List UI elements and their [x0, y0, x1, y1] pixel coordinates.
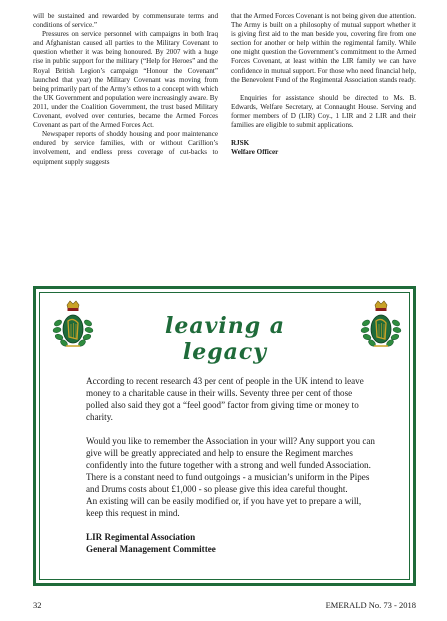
legacy-title: leaving a legacy [164, 313, 286, 365]
legacy-paragraph-2: Would you like to remember the Association in your will? Any support you can give will be greatly appreciated and help to ensure the Regiment marches confidently into the future together with a strong and well funded Association. There is a constant need to fund outgoings - a musician’s uniform in the Pipes and Drums costs about £1,000 - so please give this idea careful thought. [86, 436, 375, 494]
left-column [33, 12, 218, 167]
harp-crown-badge-icon [360, 299, 402, 351]
signature-title: Welfare Officer [231, 148, 279, 157]
right-column [231, 12, 416, 157]
right-paragraph-1: that the Armed Forces Covenant is not being given due attention. The Army is built on a philosophy of mutual support whether it is giving first aid to the man beside you, covering fire from one section for another or help within the regimental family. While one might question the Government’s commitment to the Armed Forces Covenant, at least within the LIR family we can have confidence in mutual support. For those who need financial help, the Benevolent Fund of the Regimental Association stands ready. [231, 12, 416, 84]
legacy-body [86, 375, 376, 555]
legacy-signature-2: General Management Committee [86, 544, 216, 554]
legacy-panel [33, 286, 416, 586]
right-paragraph-2: Enquiries for assistance should be directed to Ms. B. Edwards, Welfare Secretary, at Connaught House. Serving and former members of D (LIR) Coy., 1 LIR and 2 LIR and their families are eligible to submit applications. [231, 93, 416, 130]
legacy-paragraph-1: According to recent research 43 per cent of people in the UK intend to leave money to a charitable cause in their wills. Seventy three per cent of those polled also said they got a “feel good” factor from giving time or money to charity. [86, 376, 364, 422]
page-number: 32 [33, 600, 42, 610]
legacy-paragraph-3: An existing will can be easily modified or, if you have yet to prepare a will, keep this request in mind. [86, 496, 362, 518]
issue-label: EMERALD No. 73 - 2018 [325, 600, 416, 610]
signature-name: RJSK [231, 139, 250, 148]
left-paragraph-2: Pressures on service personnel with campaigns in both Iraq and Afghanistan caused all parties to the Military Covenant to question whether it was being honoured. By 2007 with a huge rise in public support for the military (“Help for Heroes” and the Royal British Legion’s campaign “Honour the Covenant” launched that year) the Military Covenant was moving from being primarily part of the Army’s ethos to a concept with which the UK Government and population were increasingly aware. By 2011, under the Coalition Government, the trust based Military Covenant, evolved over centuries, became the Armed Forces Covenant as part of the Armed Forces Act. [33, 30, 218, 130]
harp-crown-badge-icon [52, 299, 94, 351]
left-paragraph-1: will be sustained and rewarded by commensurate terms and conditions of service.” [33, 12, 218, 30]
left-paragraph-3: Newspaper reports of shoddy housing and poor maintenance endured by service families, with or without Carillion’s involvement, and endless press coverage of cut-backs to equipment supply suggests [33, 130, 218, 166]
legacy-signature-1: LIR Regimental Association [86, 532, 196, 542]
